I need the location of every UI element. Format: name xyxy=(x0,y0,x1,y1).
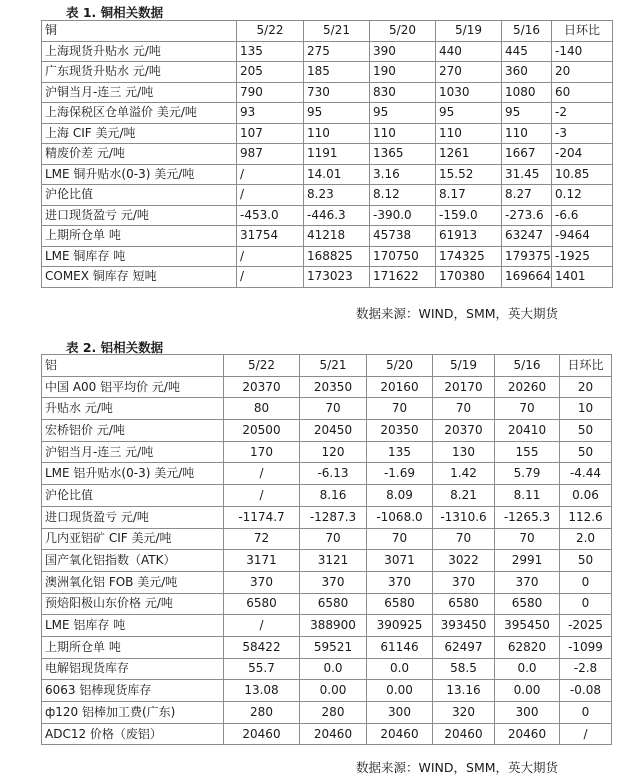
value-cell: 8.11 xyxy=(495,485,560,507)
value-cell: -453.0 xyxy=(237,205,304,226)
table-row xyxy=(42,103,613,124)
table-row xyxy=(42,636,612,658)
value-cell: 370 xyxy=(224,571,300,593)
value-cell: 55.7 xyxy=(224,658,300,680)
value-cell: 6580 xyxy=(433,593,495,615)
value-cell: 395450 xyxy=(495,615,560,637)
value-cell: -140 xyxy=(552,41,613,62)
header-cell: 5/20 xyxy=(370,21,436,42)
value-cell: 20170 xyxy=(433,376,495,398)
value-cell: -159.0 xyxy=(436,205,502,226)
header-cell: 5/19 xyxy=(433,355,495,377)
value-cell: 110 xyxy=(370,123,436,144)
value-cell: 0 xyxy=(560,702,612,724)
value-cell: 13.08 xyxy=(224,680,300,702)
value-cell: / xyxy=(237,267,304,288)
value-cell: / xyxy=(237,185,304,206)
value-cell: -1099 xyxy=(560,636,612,658)
table1-caption: 表 1. 铜相关数据 xyxy=(66,5,164,20)
table-row xyxy=(42,680,612,702)
header-metal-label: 铜 xyxy=(42,21,237,42)
header-cell: 5/19 xyxy=(436,21,502,42)
value-cell: 1401 xyxy=(552,267,613,288)
value-cell: 8.12 xyxy=(370,185,436,206)
value-cell: -1265.3 xyxy=(495,506,560,528)
value-cell: 390 xyxy=(370,41,436,62)
table-row xyxy=(42,82,613,103)
value-cell: 0.12 xyxy=(552,185,613,206)
value-cell: 13.16 xyxy=(433,680,495,702)
value-cell: 1667 xyxy=(502,144,552,165)
value-cell: 2991 xyxy=(495,550,560,572)
value-cell: 72 xyxy=(224,528,300,550)
value-cell: 10 xyxy=(560,398,612,420)
value-cell: 20350 xyxy=(367,420,433,442)
value-cell: 185 xyxy=(304,62,370,83)
table-row xyxy=(42,702,612,724)
value-cell: / xyxy=(237,246,304,267)
value-cell: -2025 xyxy=(560,615,612,637)
value-cell: 14.01 xyxy=(304,164,370,185)
value-cell: 61146 xyxy=(367,636,433,658)
value-cell: -1287.3 xyxy=(300,506,367,528)
value-cell: -390.0 xyxy=(370,205,436,226)
value-cell: 20350 xyxy=(300,376,367,398)
value-cell: 173023 xyxy=(304,267,370,288)
header-cell: 5/21 xyxy=(304,21,370,42)
row-label: 上海 CIF 美元/吨 xyxy=(42,123,237,144)
value-cell: 120 xyxy=(300,441,367,463)
value-cell: 20370 xyxy=(433,420,495,442)
copper-data-table xyxy=(41,20,613,288)
row-label: 上海现货升贴水 元/吨 xyxy=(42,41,237,62)
value-cell: 3071 xyxy=(367,550,433,572)
table-row xyxy=(42,246,613,267)
row-label: 上期所仓单 吨 xyxy=(42,636,224,658)
header-metal-label: 铝 xyxy=(42,355,224,377)
value-cell: 0.00 xyxy=(300,680,367,702)
value-cell: 0.0 xyxy=(300,658,367,680)
value-cell: 8.23 xyxy=(304,185,370,206)
value-cell: -1068.0 xyxy=(367,506,433,528)
value-cell: 135 xyxy=(237,41,304,62)
value-cell: 0.0 xyxy=(367,658,433,680)
value-cell: 8.17 xyxy=(436,185,502,206)
value-cell: 170750 xyxy=(370,246,436,267)
header-cell: 5/22 xyxy=(237,21,304,42)
row-label: 6063 铝棒现货库存 xyxy=(42,680,224,702)
value-cell: 168825 xyxy=(304,246,370,267)
value-cell: 3171 xyxy=(224,550,300,572)
value-cell: 370 xyxy=(433,571,495,593)
row-label: ADC12 价格（废铝） xyxy=(42,723,224,745)
header-cell: 5/16 xyxy=(495,355,560,377)
value-cell: 31.45 xyxy=(502,164,552,185)
value-cell: 1365 xyxy=(370,144,436,165)
row-label: ф120 铝棒加工费(广东) xyxy=(42,702,224,724)
value-cell: 8.27 xyxy=(502,185,552,206)
table-row xyxy=(42,123,613,144)
value-cell: 59521 xyxy=(300,636,367,658)
value-cell: 280 xyxy=(300,702,367,724)
value-cell: 1261 xyxy=(436,144,502,165)
value-cell: 70 xyxy=(300,528,367,550)
value-cell: 60 xyxy=(552,82,613,103)
value-cell: 110 xyxy=(436,123,502,144)
table-row xyxy=(42,62,613,83)
value-cell: 388900 xyxy=(300,615,367,637)
value-cell: 50 xyxy=(560,420,612,442)
table2-caption: 表 2. 铝相关数据 xyxy=(66,340,164,355)
table-row xyxy=(42,41,613,62)
row-label: LME 铝库存 吨 xyxy=(42,615,224,637)
value-cell: 10.85 xyxy=(552,164,613,185)
value-cell: 445 xyxy=(502,41,552,62)
value-cell: 0.06 xyxy=(560,485,612,507)
value-cell: 1080 xyxy=(502,82,552,103)
value-cell: / xyxy=(560,723,612,745)
value-cell: 270 xyxy=(436,62,502,83)
value-cell: 830 xyxy=(370,82,436,103)
value-cell: 0 xyxy=(560,571,612,593)
row-label: 沪伦比值 xyxy=(42,185,237,206)
value-cell: 95 xyxy=(304,103,370,124)
header-cell: 5/21 xyxy=(300,355,367,377)
value-cell: 110 xyxy=(502,123,552,144)
table-row xyxy=(42,267,613,288)
value-cell: 50 xyxy=(560,441,612,463)
value-cell: 95 xyxy=(436,103,502,124)
row-label: 国产氧化铝指数（ATK） xyxy=(42,550,224,572)
value-cell: 80 xyxy=(224,398,300,420)
value-cell: 0.00 xyxy=(495,680,560,702)
row-label: 几内亚铝矿 CIF 美元/吨 xyxy=(42,528,224,550)
row-label: 精废价差 元/吨 xyxy=(42,144,237,165)
row-label: COMEX 铜库存 短吨 xyxy=(42,267,237,288)
table-row xyxy=(42,398,612,420)
value-cell: 390925 xyxy=(367,615,433,637)
header-cell: 5/20 xyxy=(367,355,433,377)
row-label: 进口现货盈亏 元/吨 xyxy=(42,506,224,528)
value-cell: 20 xyxy=(560,376,612,398)
value-cell: 790 xyxy=(237,82,304,103)
table-row xyxy=(42,571,612,593)
value-cell: 3.16 xyxy=(370,164,436,185)
value-cell: -1.69 xyxy=(367,463,433,485)
value-cell: 8.21 xyxy=(433,485,495,507)
value-cell: 190 xyxy=(370,62,436,83)
value-cell: 174325 xyxy=(436,246,502,267)
value-cell: 1.42 xyxy=(433,463,495,485)
value-cell: 300 xyxy=(495,702,560,724)
value-cell: 300 xyxy=(367,702,433,724)
header-row xyxy=(42,355,612,377)
row-label: LME 铜库存 吨 xyxy=(42,246,237,267)
table-row xyxy=(42,420,612,442)
value-cell: / xyxy=(224,615,300,637)
value-cell: -1310.6 xyxy=(433,506,495,528)
value-cell: 20460 xyxy=(367,723,433,745)
row-label: 升贴水 元/吨 xyxy=(42,398,224,420)
value-cell: 370 xyxy=(367,571,433,593)
value-cell: 20450 xyxy=(300,420,367,442)
table-row xyxy=(42,441,612,463)
row-label: 预焙阳极山东价格 元/吨 xyxy=(42,593,224,615)
row-label: 进口现货盈亏 元/吨 xyxy=(42,205,237,226)
table-row xyxy=(42,463,612,485)
value-cell: 1030 xyxy=(436,82,502,103)
value-cell: 20160 xyxy=(367,376,433,398)
row-label: 宏桥铝价 元/吨 xyxy=(42,420,224,442)
value-cell: -3 xyxy=(552,123,613,144)
value-cell: 0 xyxy=(560,593,612,615)
header-cell: 日环比 xyxy=(560,355,612,377)
value-cell: 70 xyxy=(433,528,495,550)
header-cell: 5/22 xyxy=(224,355,300,377)
value-cell: 6580 xyxy=(367,593,433,615)
value-cell: 110 xyxy=(304,123,370,144)
value-cell: 15.52 xyxy=(436,164,502,185)
value-cell: 170380 xyxy=(436,267,502,288)
value-cell: 70 xyxy=(495,398,560,420)
row-label: 广东现货升贴水 元/吨 xyxy=(42,62,237,83)
value-cell: 171622 xyxy=(370,267,436,288)
value-cell: 62820 xyxy=(495,636,560,658)
value-cell: 280 xyxy=(224,702,300,724)
value-cell: 112.6 xyxy=(560,506,612,528)
value-cell: 20 xyxy=(552,62,613,83)
value-cell: 31754 xyxy=(237,226,304,247)
table-row xyxy=(42,593,612,615)
table-row xyxy=(42,723,612,745)
value-cell: 20500 xyxy=(224,420,300,442)
table-row xyxy=(42,164,613,185)
value-cell: 6580 xyxy=(495,593,560,615)
table-row xyxy=(42,376,612,398)
value-cell: 70 xyxy=(495,528,560,550)
value-cell: 393450 xyxy=(433,615,495,637)
value-cell: 275 xyxy=(304,41,370,62)
row-label: 澳洲氧化铝 FOB 美元/吨 xyxy=(42,571,224,593)
value-cell: 63247 xyxy=(502,226,552,247)
row-label: 中国 A00 铝平均价 元/吨 xyxy=(42,376,224,398)
row-label: 上期所仓单 吨 xyxy=(42,226,237,247)
value-cell: 440 xyxy=(436,41,502,62)
row-label: LME 铝升贴水(0-3) 美元/吨 xyxy=(42,463,224,485)
value-cell: 50 xyxy=(560,550,612,572)
value-cell: / xyxy=(237,164,304,185)
value-cell: 370 xyxy=(300,571,367,593)
value-cell: 179375 xyxy=(502,246,552,267)
value-cell: 360 xyxy=(502,62,552,83)
value-cell: 0.00 xyxy=(367,680,433,702)
value-cell: / xyxy=(224,485,300,507)
value-cell: -1925 xyxy=(552,246,613,267)
table-row xyxy=(42,205,613,226)
row-label: 沪伦比值 xyxy=(42,485,224,507)
value-cell: 95 xyxy=(502,103,552,124)
value-cell: 70 xyxy=(433,398,495,420)
value-cell: 93 xyxy=(237,103,304,124)
aluminum-data-table xyxy=(41,354,612,745)
table1-source: 数据来源：WIND，SMM，英大期货 xyxy=(356,306,559,321)
value-cell: 41218 xyxy=(304,226,370,247)
value-cell: 58.5 xyxy=(433,658,495,680)
value-cell: 135 xyxy=(367,441,433,463)
row-label: 沪铜当月-连三 元/吨 xyxy=(42,82,237,103)
table-row xyxy=(42,485,612,507)
value-cell: 987 xyxy=(237,144,304,165)
value-cell: -446.3 xyxy=(304,205,370,226)
value-cell: 6580 xyxy=(224,593,300,615)
value-cell: / xyxy=(224,463,300,485)
value-cell: 70 xyxy=(367,528,433,550)
value-cell: 20460 xyxy=(224,723,300,745)
table-row xyxy=(42,185,613,206)
header-cell: 日环比 xyxy=(552,21,613,42)
table-row xyxy=(42,506,612,528)
value-cell: 45738 xyxy=(370,226,436,247)
value-cell: 58422 xyxy=(224,636,300,658)
value-cell: 5.79 xyxy=(495,463,560,485)
value-cell: -1174.7 xyxy=(224,506,300,528)
value-cell: 130 xyxy=(433,441,495,463)
value-cell: -2 xyxy=(552,103,613,124)
value-cell: -6.13 xyxy=(300,463,367,485)
value-cell: 70 xyxy=(367,398,433,420)
value-cell: 8.09 xyxy=(367,485,433,507)
row-label: 电解铝现货库存 xyxy=(42,658,224,680)
value-cell: -204 xyxy=(552,144,613,165)
value-cell: 70 xyxy=(300,398,367,420)
value-cell: 20370 xyxy=(224,376,300,398)
value-cell: 0.0 xyxy=(495,658,560,680)
row-label: 上海保税区仓单溢价 美元/吨 xyxy=(42,103,237,124)
table-row xyxy=(42,615,612,637)
table2-source: 数据来源：WIND，SMM，英大期货 xyxy=(356,760,559,775)
value-cell: -2.8 xyxy=(560,658,612,680)
value-cell: -0.08 xyxy=(560,680,612,702)
table-row xyxy=(42,226,613,247)
value-cell: 20460 xyxy=(433,723,495,745)
value-cell: -4.44 xyxy=(560,463,612,485)
value-cell: -9464 xyxy=(552,226,613,247)
value-cell: 370 xyxy=(495,571,560,593)
row-label: 沪铝当月-连三 元/吨 xyxy=(42,441,224,463)
table-row xyxy=(42,144,613,165)
value-cell: 20410 xyxy=(495,420,560,442)
value-cell: 205 xyxy=(237,62,304,83)
table-row xyxy=(42,658,612,680)
value-cell: 95 xyxy=(370,103,436,124)
value-cell: 3022 xyxy=(433,550,495,572)
value-cell: 20460 xyxy=(300,723,367,745)
value-cell: 107 xyxy=(237,123,304,144)
value-cell: -6.6 xyxy=(552,205,613,226)
header-cell: 5/16 xyxy=(502,21,552,42)
value-cell: 1191 xyxy=(304,144,370,165)
value-cell: 320 xyxy=(433,702,495,724)
value-cell: 170 xyxy=(224,441,300,463)
value-cell: 6580 xyxy=(300,593,367,615)
value-cell: 8.16 xyxy=(300,485,367,507)
table-row xyxy=(42,528,612,550)
value-cell: -273.6 xyxy=(502,205,552,226)
value-cell: 2.0 xyxy=(560,528,612,550)
value-cell: 20460 xyxy=(495,723,560,745)
value-cell: 61913 xyxy=(436,226,502,247)
value-cell: 730 xyxy=(304,82,370,103)
table-row xyxy=(42,550,612,572)
header-row xyxy=(42,21,613,42)
row-label: LME 铜升贴水(0-3) 美元/吨 xyxy=(42,164,237,185)
value-cell: 3121 xyxy=(300,550,367,572)
value-cell: 155 xyxy=(495,441,560,463)
value-cell: 62497 xyxy=(433,636,495,658)
value-cell: 169664 xyxy=(502,267,552,288)
value-cell: 20260 xyxy=(495,376,560,398)
